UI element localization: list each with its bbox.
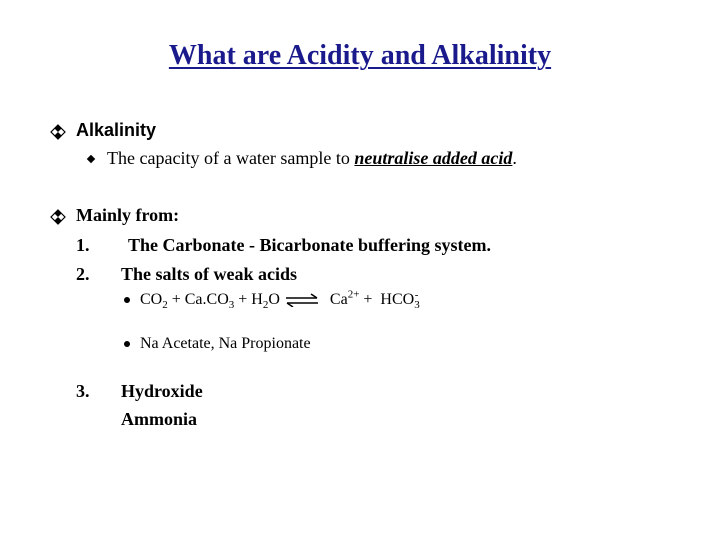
eq-plus3: + HCO [359,291,415,308]
eq-plus1: + Ca.CO [167,291,229,308]
mainly-from-heading: Mainly from: [76,205,180,225]
equation-line [124,288,420,312]
eq-ca-sup: 2+ [347,288,360,301]
eq-h-sub: 2 [262,299,269,312]
list-item-1-text: The Carbonate - Bicarbonate buffering system. [128,235,491,255]
list-item-2-text: The salts of weak acids [121,264,298,284]
alkalinity-definition [88,148,517,169]
diamond-bullet-icon [87,155,95,163]
definition-emphasis: neutralise added acid [354,148,513,168]
mainly-from-item [50,205,179,226]
list-number-1: 1. [76,235,90,255]
equilibrium-arrow-icon [284,291,324,308]
salts-example-item [124,335,311,353]
eq-hco-sub: 3 [414,299,420,312]
alkalinity-item [50,120,156,141]
list-item-3-text: Hydroxide [121,381,203,401]
eq-hco-sup: - [414,288,419,301]
eq-co-sub: 2 [162,299,168,312]
eq-caco-sub: 3 [228,299,235,312]
list-number-3: 3. [76,381,90,401]
list-number-2: 2. [76,264,90,284]
checkered-diamond-icon [50,123,70,140]
dot-bullet-icon [124,297,130,303]
list-item-3-text2: Ammonia [121,409,197,429]
page-title: What are Acidity and Alkalinity [168,40,552,71]
definition-prefix: The capacity of a water sample to [107,148,355,168]
checkered-diamond-icon [50,208,70,225]
eq-plus2: + H [234,291,263,308]
eq-ca: Ca [329,291,348,308]
eq-co: CO [140,291,163,308]
salts-example-text: Na Acetate, Na Propionate [140,335,311,352]
dot-bullet-icon [124,341,130,347]
alkalinity-heading: Alkalinity [76,120,157,140]
definition-suffix: . [512,148,517,168]
eq-o: O [268,291,280,308]
